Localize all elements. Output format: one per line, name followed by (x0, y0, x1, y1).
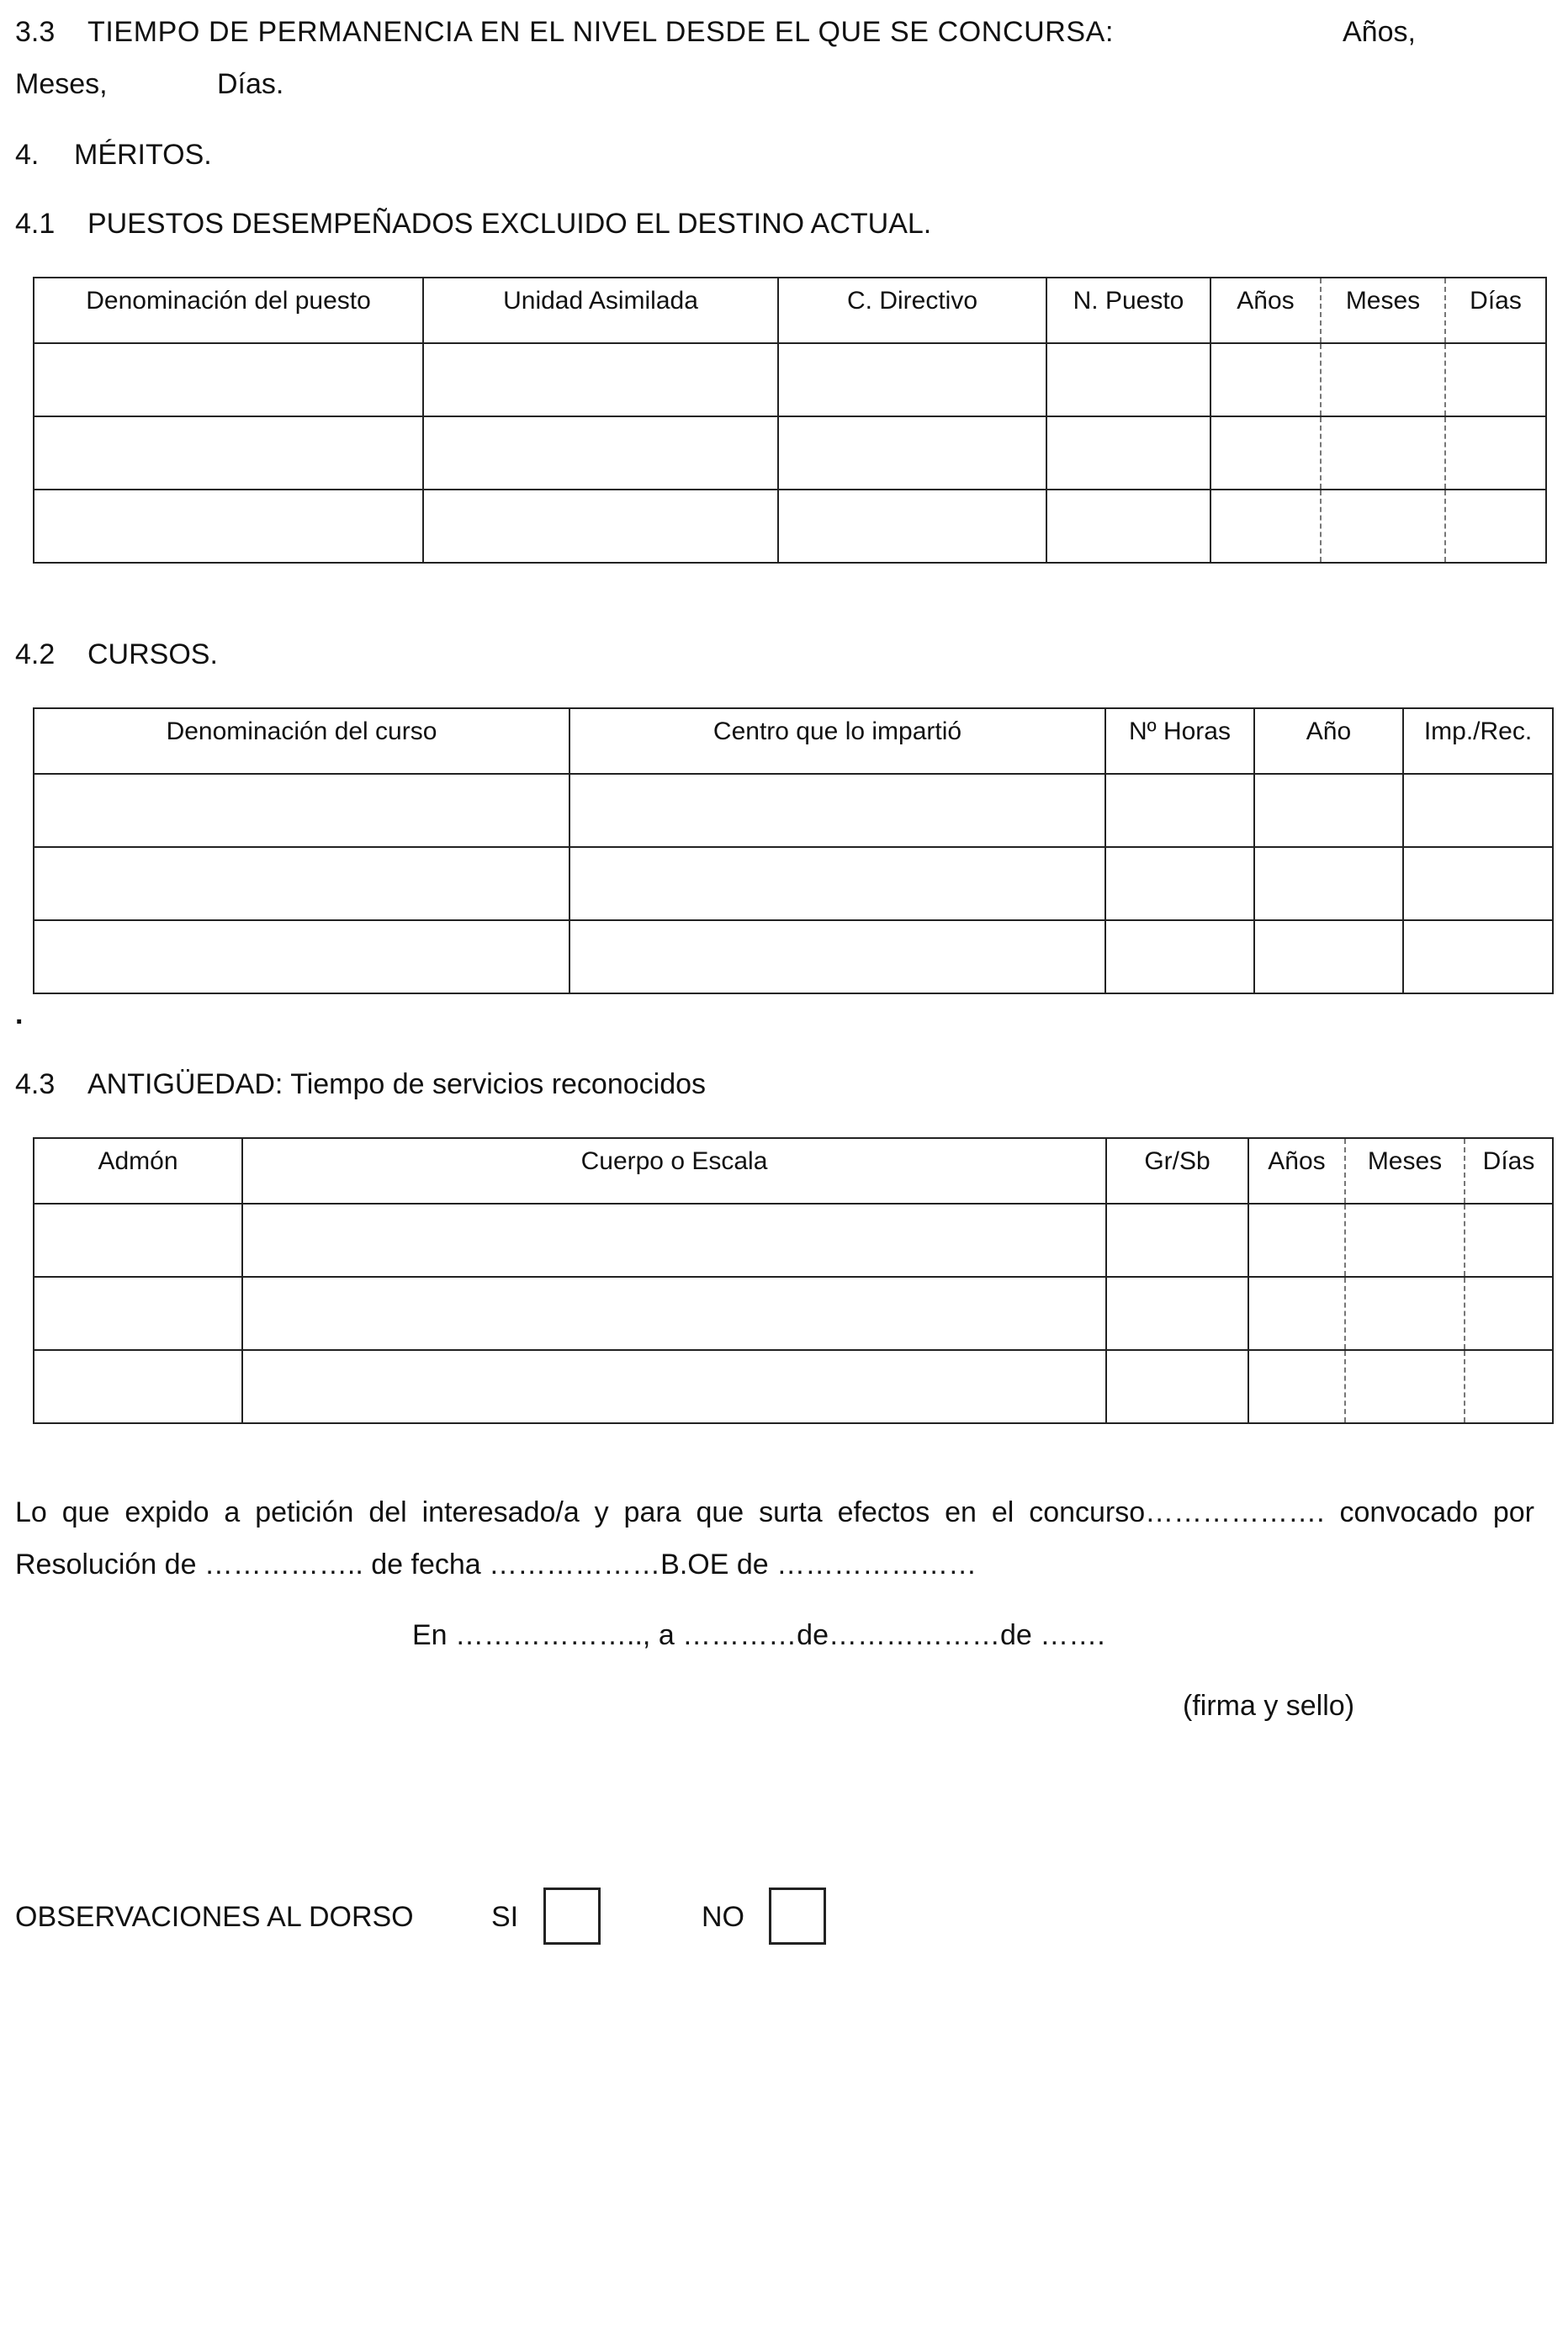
stray-dot: . (15, 998, 24, 1030)
table-cell[interactable] (569, 774, 1105, 847)
no-label: NO (702, 1901, 744, 1933)
table-cell[interactable] (34, 416, 423, 490)
section-4-3-heading (15, 1066, 706, 1103)
table-cell[interactable] (778, 416, 1046, 490)
table-cell[interactable] (34, 774, 569, 847)
section-number: 4.1 (15, 208, 56, 240)
table-cell[interactable] (34, 490, 423, 563)
table-row (34, 343, 1546, 416)
seniority-table (33, 1137, 1554, 1424)
table-cell[interactable] (242, 1277, 1106, 1350)
closing-line-1: Lo que expido a petición del interesado/a y para que surta efectos en el concurso………………. convocado por (15, 1496, 1534, 1528)
section-title: PUESTOS DESEMPEÑADOS EXCLUIDO EL DESTINO ACTUAL. (87, 208, 932, 240)
table-cell[interactable] (34, 847, 569, 920)
table-cell[interactable] (242, 1204, 1106, 1277)
column-header: Meses (1345, 1138, 1465, 1204)
table-cell[interactable] (1210, 416, 1321, 490)
table-cell[interactable] (1445, 490, 1546, 563)
table-cell[interactable] (569, 920, 1105, 993)
table-row (34, 847, 1553, 920)
table-row (34, 774, 1553, 847)
section-number: 4.3 (15, 1068, 56, 1100)
table-cell[interactable] (1105, 774, 1254, 847)
table-row (34, 1204, 1553, 1277)
table-cell[interactable] (1345, 1277, 1465, 1350)
signature-label: (firma y sello) (1183, 1690, 1355, 1722)
table-cell[interactable] (1403, 847, 1553, 920)
column-header: Meses (1321, 278, 1445, 343)
no-checkbox[interactable] (769, 1888, 826, 1945)
table-cell[interactable] (34, 343, 423, 416)
table-cell[interactable] (1046, 416, 1210, 490)
table-cell[interactable] (423, 416, 778, 490)
table-cell[interactable] (1403, 920, 1553, 993)
table-cell[interactable] (242, 1350, 1106, 1423)
table-cell[interactable] (1321, 490, 1445, 563)
table-cell[interactable] (1210, 490, 1321, 563)
column-header: Gr/Sb (1106, 1138, 1248, 1204)
section-number: 4.2 (15, 638, 56, 670)
table-cell[interactable] (1248, 1350, 1345, 1423)
section-title: TIEMPO DE PERMANENCIA EN EL NIVEL DESDE EL QUE SE CONCURSA: (87, 16, 1115, 48)
column-header: Días (1465, 1138, 1553, 1204)
section-title: MÉRITOS. (74, 139, 212, 171)
column-header: Año (1254, 708, 1403, 774)
section-4-2-heading (15, 636, 218, 673)
table-cell[interactable] (34, 1204, 242, 1277)
table-cell[interactable] (1445, 343, 1546, 416)
table-cell[interactable] (1345, 1204, 1465, 1277)
table-row (34, 490, 1546, 563)
table-cell[interactable] (1254, 920, 1403, 993)
table-cell[interactable] (1321, 416, 1445, 490)
column-header: Unidad Asimilada (423, 278, 778, 343)
table-cell[interactable] (1345, 1350, 1465, 1423)
section-4-heading (15, 136, 212, 173)
column-header: Nº Horas (1105, 708, 1254, 774)
table-cell[interactable] (34, 920, 569, 993)
courses-table (33, 707, 1554, 994)
table-cell[interactable] (1105, 920, 1254, 993)
yes-checkbox[interactable] (543, 1888, 601, 1945)
table-row (34, 920, 1553, 993)
table-cell[interactable] (1254, 847, 1403, 920)
table-cell[interactable] (34, 1277, 242, 1350)
table-cell[interactable] (1248, 1204, 1345, 1277)
table-cell[interactable] (1321, 343, 1445, 416)
table-row (34, 1350, 1553, 1423)
positions-table (33, 277, 1547, 564)
closing-line-2: Resolución de …………….. de fecha ………………B.OE de ………………… (15, 1549, 977, 1580)
section-title: CURSOS. (87, 638, 218, 670)
column-header: Años (1248, 1138, 1345, 1204)
table-cell[interactable] (1445, 416, 1546, 490)
section-3-3-heading (15, 13, 1114, 50)
table-cell[interactable] (1106, 1277, 1248, 1350)
table-cell[interactable] (1254, 774, 1403, 847)
section-number: 3.3 (15, 16, 56, 48)
table-cell[interactable] (1106, 1350, 1248, 1423)
table-header-row (34, 278, 1546, 343)
table-cell[interactable] (1046, 343, 1210, 416)
table-cell[interactable] (34, 1350, 242, 1423)
column-header: Denominación del curso (34, 708, 569, 774)
days-label: Días. (217, 68, 284, 100)
column-header: Imp./Rec. (1403, 708, 1553, 774)
table-cell[interactable] (1248, 1277, 1345, 1350)
table-cell[interactable] (1465, 1277, 1553, 1350)
table-cell[interactable] (1046, 490, 1210, 563)
table-cell[interactable] (423, 343, 778, 416)
table-cell[interactable] (778, 343, 1046, 416)
observations-label: OBSERVACIONES AL DORSO (15, 1901, 414, 1933)
table-row (34, 416, 1546, 490)
table-cell[interactable] (1210, 343, 1321, 416)
table-cell[interactable] (778, 490, 1046, 563)
years-label: Años, (1343, 16, 1416, 48)
section-4-1-heading (15, 205, 931, 242)
table-header-row (34, 1138, 1553, 1204)
column-header: N. Puesto (1046, 278, 1210, 343)
table-cell[interactable] (1106, 1204, 1248, 1277)
column-header: Denominación del puesto (34, 278, 423, 343)
column-header: Cuerpo o Escala (242, 1138, 1106, 1204)
table-cell[interactable] (1105, 847, 1254, 920)
column-header: Días (1445, 278, 1546, 343)
table-cell[interactable] (569, 847, 1105, 920)
yes-label: SI (491, 1901, 519, 1933)
place-date-line: En ……………….., a …………de………………de ……. (412, 1619, 1105, 1651)
table-cell[interactable] (423, 490, 778, 563)
section-title: ANTIGÜEDAD: Tiempo de servicios reconocidos (87, 1068, 707, 1100)
table-cell[interactable] (1403, 774, 1553, 847)
table-cell[interactable] (1465, 1350, 1553, 1423)
table-row (34, 1277, 1553, 1350)
table-header-row (34, 708, 1553, 774)
column-header: Admón (34, 1138, 242, 1204)
table-cell[interactable] (1465, 1204, 1553, 1277)
column-header: C. Directivo (778, 278, 1046, 343)
column-header: Centro que lo impartió (569, 708, 1105, 774)
section-number: 4. (15, 139, 40, 171)
months-label: Meses, (15, 68, 108, 100)
column-header: Años (1210, 278, 1321, 343)
